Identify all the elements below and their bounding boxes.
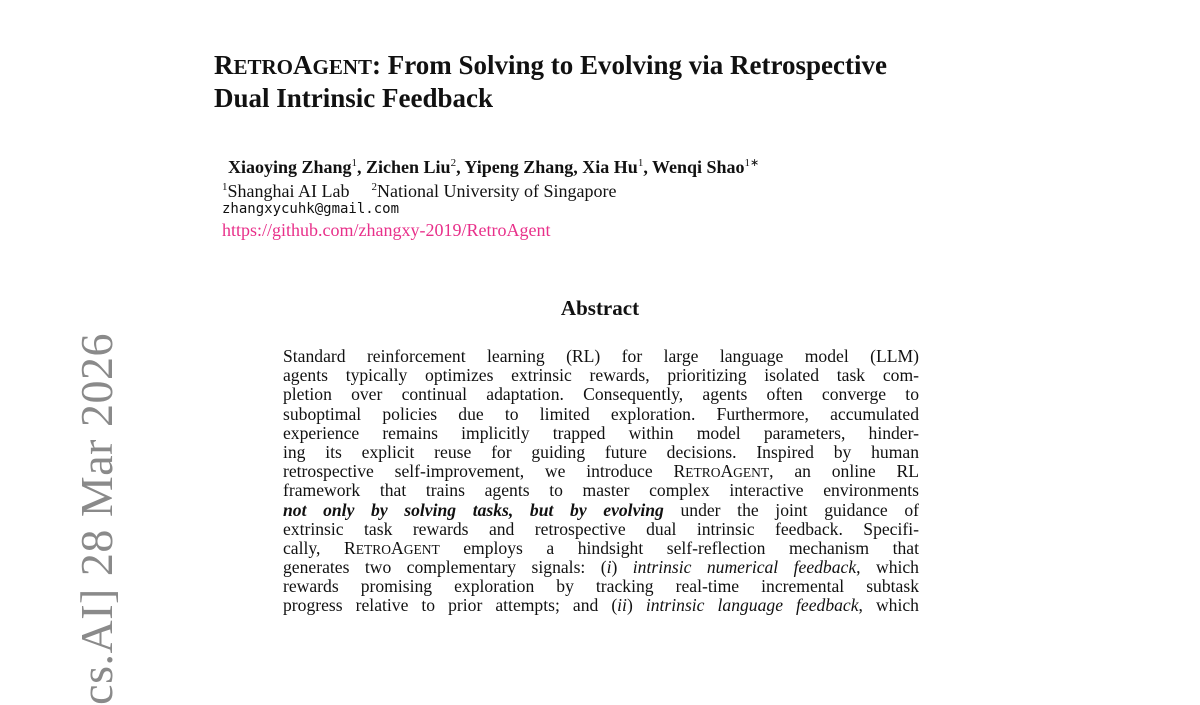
affiliation-name: Shanghai AI Lab xyxy=(227,181,350,201)
abstract-line: retrospective self-improvement, we introduce RETROAGENT, an online RL xyxy=(283,461,919,482)
abstract-line: cally, RETROAGENT employs a hindsight self-reflection mechanism that xyxy=(283,537,919,558)
abstract-line: progress relative to prior attempts; and (ii) intrinsic language feedback, which xyxy=(283,595,919,616)
author-name: Yipeng Zhang xyxy=(464,157,574,177)
title-line-2: Dual Intrinsic Feedback xyxy=(214,83,494,113)
abstract-line: Standard reinforcement learning (RL) for large language model (LLM) xyxy=(283,346,919,366)
abstract-line: pletion over continual adaptation. Consequently, agents often converge to xyxy=(283,384,919,405)
affiliations: $^1$Shanghai AI Lab $^2$National University of Singapore xyxy=(222,181,617,201)
abstract-line: extrinsic task rewards and retrospective dual intrinsic feedback. Specifi- xyxy=(283,518,919,539)
author-name: Xiaoying Zhang xyxy=(228,157,352,177)
contact-email: zhangxycuhk@gmail.com xyxy=(222,201,400,217)
abstract-line: experience remains implicitly trapped within model parameters, hinder- xyxy=(283,422,919,443)
arxiv-stamp-text: cs.AI] 28 Mar 2026 xyxy=(71,333,122,705)
author-list: Xiaoying Zhang$^1$, Zichen Liu$^2$, Yipeng Zhang, Xia Hu$^1$, Wenqi Shao$^{1∗}$ xyxy=(228,157,760,177)
arxiv-stamp xyxy=(22,333,122,705)
author-name: Xia Hu xyxy=(582,157,638,177)
repo-link[interactable]: https://github.com/zhangxy-2019/RetroAgent xyxy=(222,220,551,240)
abstract-heading: Abstract xyxy=(560,296,640,320)
abstract-line: ing its explicit reuse for guiding future decisions. Inspired by human xyxy=(283,441,919,462)
affiliation-name: National University of Singapore xyxy=(376,181,617,201)
abstract-line: suboptimal policies due to limited exploration. Furthermore, accumulated xyxy=(283,403,919,424)
abstract-line: not only by solving tasks, but by evolving under the joint guidance of xyxy=(283,499,919,520)
author-name: Wenqi Shao xyxy=(652,157,745,177)
abstract-body xyxy=(283,347,919,616)
abstract-line: rewards promising exploration by tracking real-time incremental subtask xyxy=(283,576,919,597)
paper-title: RETROAGENT: From Solving to Evolving via Retrospective Dual Intrinsic Feedback xyxy=(214,50,887,113)
abstract-line: framework that trains agents to master complex interactive environments xyxy=(283,480,919,501)
abstract-line: agents typically optimizes extrinsic rewards, prioritizing isolated task com- xyxy=(283,365,919,386)
abstract-line: generates two complementary signals: (i) intrinsic numerical feedback, which xyxy=(283,557,919,578)
author-name: Zichen Liu xyxy=(366,157,451,177)
